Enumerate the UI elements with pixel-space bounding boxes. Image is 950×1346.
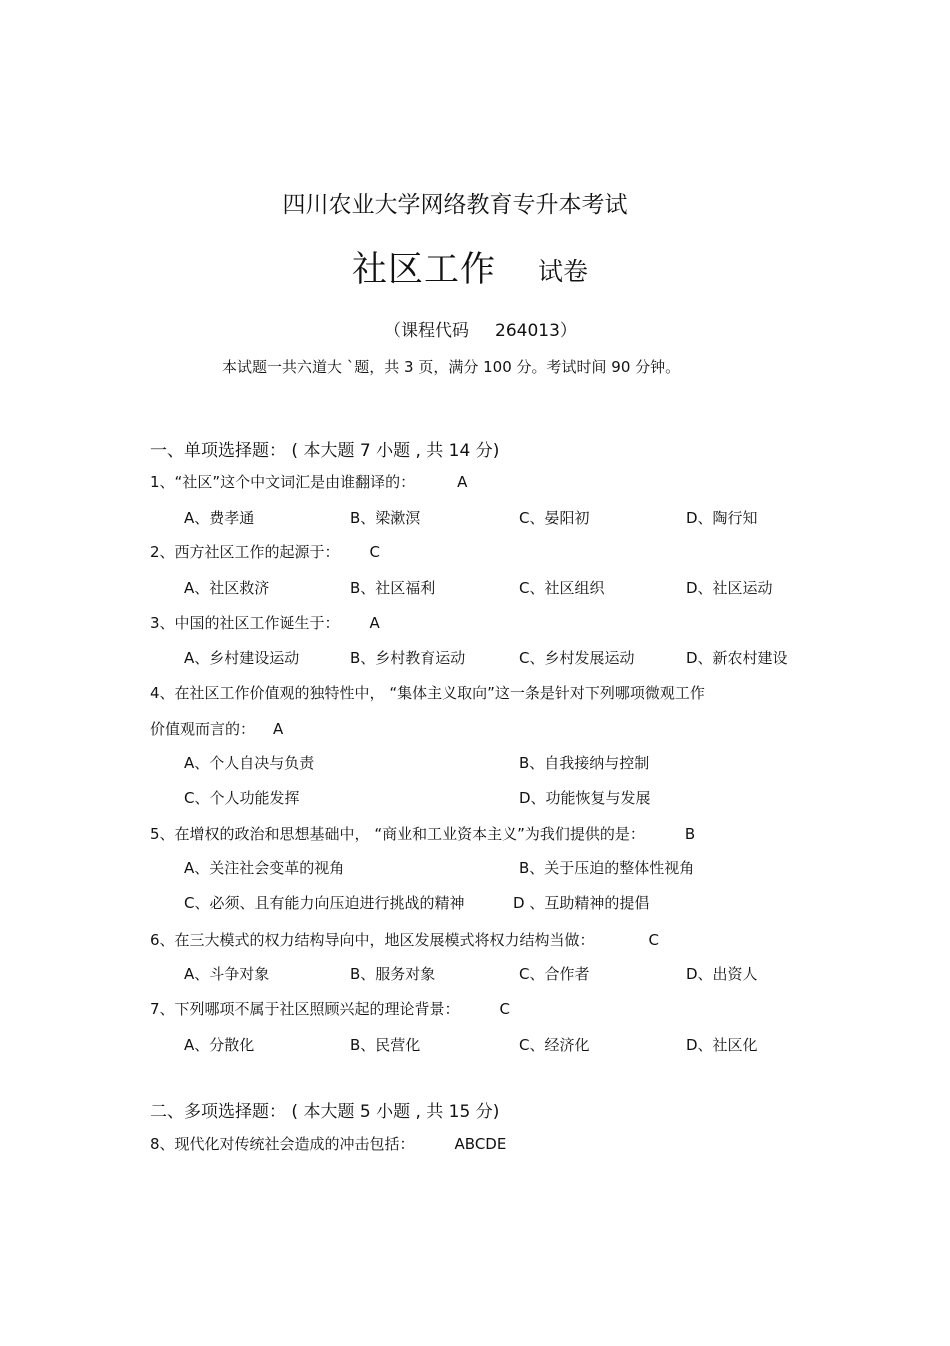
option: A、分散化 [184, 1036, 255, 1054]
question-stem: 6、在三大模式的权力结构导向中，地区发展模式将权力结构当做： C [150, 931, 660, 949]
option: A、社区救济 [184, 579, 270, 597]
question-stem: 7、下列哪项不属于社区照顾兴起的理论背景： C [150, 1000, 511, 1018]
option: B、民营化 [350, 1036, 421, 1054]
question-stem: 4、在社区工作价值观的独特性中， “集体主义取向”这一条是针对下列哪项微观工作 [150, 684, 705, 702]
option: D、社区化 [686, 1036, 758, 1054]
option: B、社区福利 [350, 579, 436, 597]
exam-note: 本试题一共六道大 `题，共 3 页，满分 100 分。考试时间 90 分钟。 [222, 358, 681, 376]
option: A、斗争对象 [184, 965, 270, 983]
option: D、社区运动 [686, 579, 773, 597]
question-stem: 8、现代化对传统社会造成的冲击包括： ABCDE [150, 1135, 507, 1153]
section-title: 一、单项选择题： ( 本大题 7 小题 , 共 14 分) [150, 441, 500, 461]
question-stem: 3、中国的社区工作诞生于： A [150, 614, 380, 632]
option: C、社区组织 [519, 579, 605, 597]
answer: B [684, 825, 696, 843]
question-stem-continued: 价值观而言的： A [150, 720, 284, 738]
option: A、个人自决与负责 [184, 754, 315, 772]
question-stem: 1、“社区”这个中文词汇是由谁翻译的： A [150, 473, 468, 491]
institution-title: 四川农业大学网络教育专升本考试 [282, 192, 628, 218]
option: B、自我接纳与控制 [519, 754, 650, 772]
option: D、新农村建设 [686, 649, 788, 667]
course-code-value: 264013） [495, 321, 577, 341]
option: A、费孝通 [184, 509, 255, 527]
answer: A [369, 614, 380, 632]
option: D、功能恢复与发展 [519, 789, 651, 807]
option: B、服务对象 [350, 965, 436, 983]
answer: A [457, 473, 468, 491]
course-title: 社区工作 [352, 250, 497, 290]
option: D、出资人 [686, 965, 758, 983]
section-title: 二、多项选择题： ( 本大题 5 小题 , 共 15 分) [150, 1102, 500, 1122]
course-code [384, 316, 577, 341]
answer: C [648, 931, 660, 949]
answer: C [369, 543, 381, 561]
option: C、经济化 [519, 1036, 590, 1054]
option: C、合作者 [519, 965, 590, 983]
option: D、陶行知 [686, 509, 758, 527]
option: A、乡村建设运动 [184, 649, 300, 667]
course-code-label: （课程代码 [384, 321, 469, 341]
question-stem: 2、西方社区工作的起源于： C [150, 543, 381, 561]
option: B、关于压迫的整体性视角 [519, 859, 695, 877]
paper-label: 试卷 [538, 257, 589, 286]
option: C、必须、且有能力向压迫进行挑战的精神 [184, 894, 465, 912]
option: D 、互助精神的提倡 [513, 894, 650, 912]
option: C、个人功能发挥 [184, 789, 300, 807]
option: B、梁漱溟 [350, 509, 421, 527]
question-stem: 5、在增权的政治和思想基础中， “商业和工业资本主义”为我们提供的是： B [150, 825, 696, 843]
option: A、关注社会变革的视角 [184, 859, 345, 877]
option: C、乡村发展运动 [519, 649, 635, 667]
answer: C [499, 1000, 511, 1018]
answer: ABCDE [454, 1135, 507, 1153]
option: B、乡村教育运动 [350, 649, 466, 667]
option: C、晏阳初 [519, 509, 590, 527]
answer: A [273, 720, 284, 738]
